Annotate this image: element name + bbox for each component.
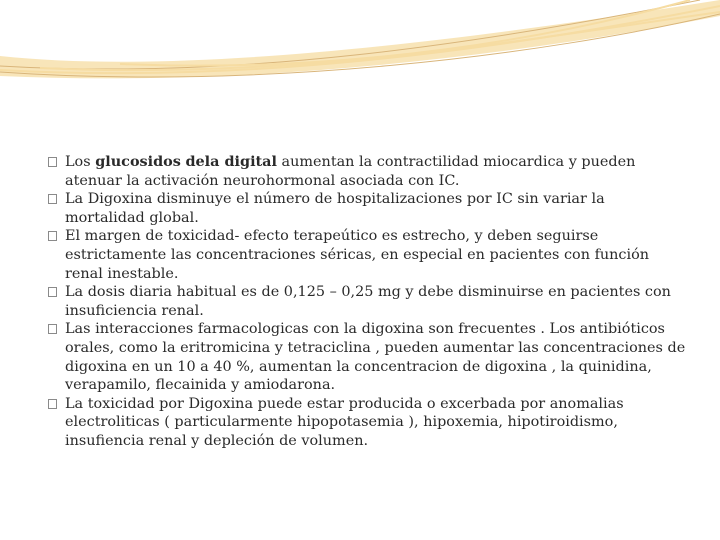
bullet-text: La Digoxina disminuye el número de hospitalizaciones por IC sin variar la mortalidad global. <box>65 191 605 226</box>
bullet-item <box>48 283 688 320</box>
bullet-box-icon <box>48 287 57 297</box>
bullet-text: Las interacciones farmacologicas con la digoxina son frecuentes . Los antibióticos orales, como la eritromicina y tetraciclina , pueden aumentar las concentraciones de digoxina en un 10 a 40 %, aumentan la concentracion de digoxina , la quinidina, verapamilo, flecainida y amiodarona. <box>65 321 686 394</box>
bullet-box-icon <box>48 157 57 167</box>
bullet-box-icon <box>48 399 57 409</box>
bullet-text: aumentan la contractilidad miocardica y pueden atenuar la activación neurohormonal asociada con IC. <box>65 154 636 189</box>
bullet-box-icon <box>48 194 57 204</box>
bullet-box-icon <box>48 324 57 334</box>
ribbon-band <box>0 0 720 78</box>
bullet-text: La toxicidad por Digoxina puede estar producida o excerbada por anomalias electroliticas ( particularmente hipopotasemia ), hipoxemia, hipotiroidismo, insufiencia renal y depleción de volumen. <box>65 395 624 449</box>
bullet-text: El margen de toxicidad- efecto terapeútico es estrecho, y deben seguirse estrictamente las concentraciones séricas, en especial en pacientes con función renal inestable. <box>65 228 650 282</box>
bullet-item <box>48 395 688 451</box>
bullet-box-icon <box>48 231 57 241</box>
header-ribbon-decoration <box>0 0 720 110</box>
bullet-text: La dosis diaria habitual es de 0,125 – 0,25 mg y debe disminuirse en pacientes con insuficiencia renal. <box>65 284 671 319</box>
bullet-item <box>48 227 688 283</box>
bullet-bold-text: dela digital <box>185 153 277 170</box>
bullet-item <box>48 190 688 227</box>
bullet-item <box>48 320 688 394</box>
bullet-bold-text: glucosidos <box>95 153 181 170</box>
bullet-text: Los <box>65 154 96 170</box>
bullet-list <box>48 153 688 451</box>
bullet-item <box>48 153 688 190</box>
